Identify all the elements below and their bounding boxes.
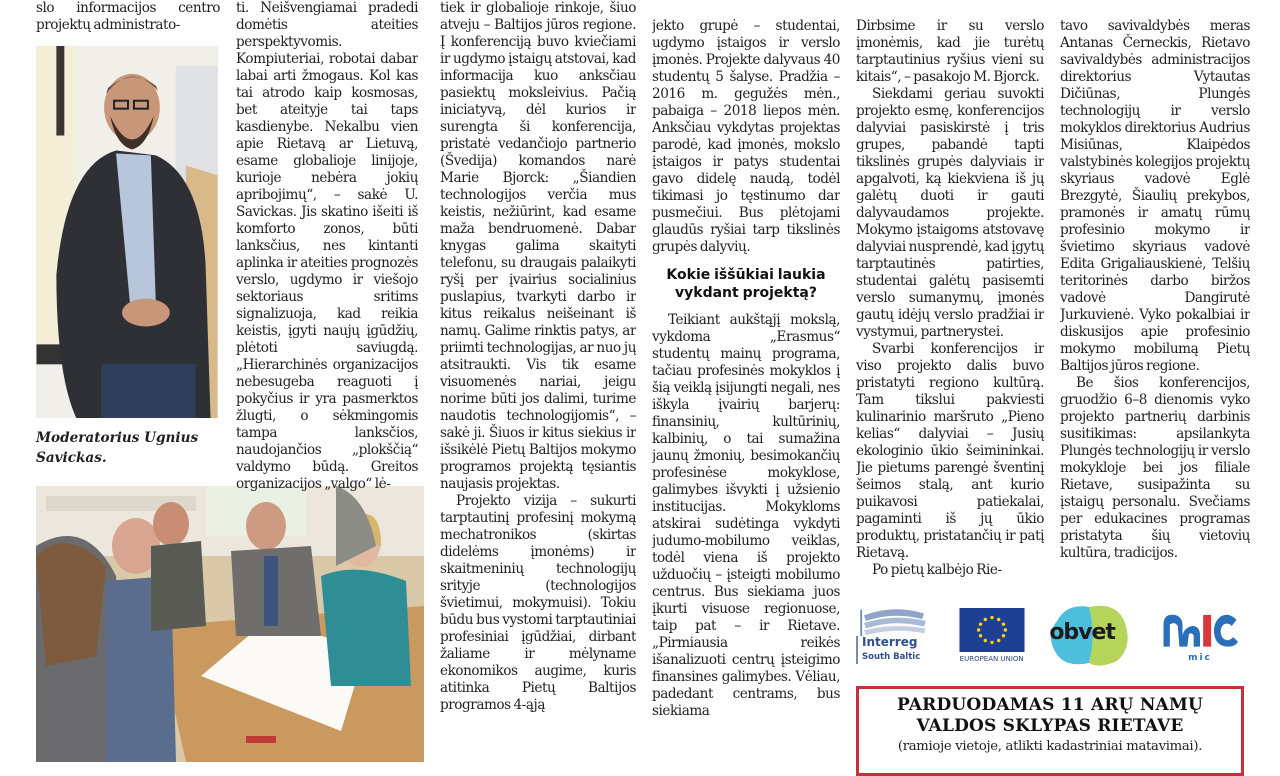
interreg-wordmark: Interreg bbox=[862, 635, 918, 649]
moderator-photo-illustration bbox=[36, 46, 218, 418]
obvet-wordmark: obvet bbox=[1049, 620, 1115, 645]
eu-label: EUROPEAN UNION bbox=[959, 654, 1024, 663]
article-column-5 bbox=[856, 0, 1044, 596]
eu-flag-icon bbox=[958, 608, 1026, 652]
eu-flag-logo bbox=[953, 602, 1031, 668]
article-paragraph: Projekto vizija – sukurti tarptautinį profesinį mokymą mechatronikos (skirtas didelėms įmonėms) ir skaitmeninių technologijų srityje (technologijos švietimui, mokymuisi). Tokiu būdu bus vystomi tarptautiniai profesiniai įgūdžiai, dirbant žaliame ir mėlyname ekonomikos augime, kuris atitinka Pietų Baltijos programos 4-ąją bbox=[440, 493, 636, 713]
mic-shape-icon bbox=[1150, 607, 1250, 653]
article-paragraph: ti. Neišvengiamai pradedi domėtis ateities perspektyvomis. Kompiuteriai, robotai dabar labai arti žmogaus. Kol kas tai atrodo kaip kosmosas, bet ateityje tai taps kasdienybe. Nekalbu vien apie Rietavą ar Lietuvą, esame globalioje linijoje, kurioje nebėra jokių apribojimų“, – sakė U. Savickas. Jis skatino išeiti iš komforto zonos, būti lanksčius, nes kintanti aplinka ir ateities prognozės verslo, ugdymo ir viešojo sektoriaus sritims signalizuoja, kad reikia keistis, įgyti naujų įgūdžių, plėtoti saviugdą. „Hierarchinės organizacijos nebesugeba reaguoti į pokyčius ir yra pasmerktos žlugti, o sėkmingomis tampa lanksčios, naudojančios „plokščią“ valdymo būdą. Greitos organizacijos „valgo“ lė- bbox=[236, 0, 418, 492]
article-paragraph: jekto grupė – studentai, ugdymo įstaigos ir verslo įmonės. Projekte dalyvaus 40 studentų 5 šalyse. Pradžia – 2016 m. gegužės mėn., pabaiga – 2018 liepos mėn. Anksčiau vykdytas projektas parodė, kad įmonės, mokslo įstaigos ir patys studentai gavo didelę naudą, todėl tikimasi jo tęstinumo dar pusmečiui. Bus plėtojami glaudūs ryšiai tarp tikslinės grupės dalyvių. bbox=[652, 18, 840, 255]
article-paragraph: Be šios konferencijos, gruodžio 6–8 dienomis vyko projekto partnerių darbinis susitikimas: apsilankyta Plungės technologijų ir verslo mokykloje bei jos filiale Rietave, susipažinta su įstaigų personalu. Svečiams per edukacines programas pristatyta šių vietovių kultūra, tradicijos. bbox=[1060, 375, 1250, 561]
article-paragraph: Dirbsime ir su verslo įmonėmis, kad jie turėtų tarptautinius ryšius vieni su kitais“, – pasakojo M. Bjorck. bbox=[856, 18, 1044, 85]
ad-headline-line-1: PARDUODAMAS 11 ARŲ NAMŲ bbox=[897, 695, 1203, 715]
article-column-3 bbox=[440, 0, 636, 768]
interreg-subtitle: South Baltic bbox=[862, 652, 921, 662]
article-paragraph: tavo savivaldybės meras Antanas Černeckis, Rietavo savivaldybės administracijos direktorius Vytautas Dičiūnas, Plungės technologijų ir verslo mokyklos direktorius Audrius Misiūnas, Klaipėdos valstybinės kolegijos projektų skyriaus vadovė Eglė Brezgytė, Šiaulių prekybos, pramonės ir amatų rūmų profesinio mokymo ir švietimo skyriaus vadovė Edita Grigaliauskienė, Telšių teritorinės darbo biržos vadovė Dangirutė Jurkuvienė. Vyko pokalbiai ir diskusijos apie profesinio mokymo mobilumą Pietų Baltijos jūros regione. bbox=[1060, 18, 1250, 374]
moderator-photo bbox=[36, 46, 218, 418]
sponsor-logos bbox=[856, 600, 1250, 670]
article-paragraph: Teikiant aukštąjį mokslą, vykdoma „Erasmus“ studentų mainų programa, tačiau profesinės mokyklos į šią veiklą įsijungti negali, nes iškyla įvairių barjerų: finansinių, kultūrinių, kalbinių, o tai sumažina jaunų žmonių, besimokančių profesinėse mokyklose, galimybes išvykti į užsienio institucijas. Mokykloms atskirai sudėtinga vykdyti judumo-mobilumo veiklas, todėl viena iš projekto užduočių – įsteigti mobilumo centrus. Bus siekiama juos įkurti visuose regionuose, taip pat – ir Rietave. „Pirmiausia reikės išanalizuoti centrų įsteigimo finansines galimybes. Vėliau, padedant centrams, bus siekiama bbox=[652, 312, 840, 719]
mic-logo bbox=[1150, 602, 1250, 668]
interreg-logo bbox=[856, 602, 936, 668]
article-paragraph: slo informacijos centro projektų administrato- bbox=[36, 0, 220, 33]
article-paragraph: Siekdami geriau suvokti projekto esmę, konferencijos dalyviai pasiskirstė į tris grupes, pabandė tapti tikslinės grupės dalyviais ir apgalvoti, ką kiekviena iš jų galėtų duoti ir gauti dalyvaudamos projekte. Mokymo įstaigoms atstovavę dalyviai nusprendė, kad įgytų tarptautinės patirties, studentai galėtų pasisemti verslo sumanymų, įmonės gautų idėjų verslo pradžiai ir vystymui, partnerystei. bbox=[856, 86, 1044, 340]
ad-description: (ramioje vietoje, atlikti kadastriniai matavimai). bbox=[897, 739, 1203, 754]
photo-caption: Moderatorius Ugnius Savickas. bbox=[36, 430, 199, 466]
obvet-logo bbox=[1047, 602, 1133, 668]
article-paragraph: tiek ir globalioje rinkoje, šiuo atveju – Baltijos jūros regione. Į konferenciją buvo kviečiami ir ugdymo įstaigų atstovai, kad informacija kuo anksčiau pasiektų moksleivius. Pačią iniciatyvą, dėl kurios ir surengta ši konferencija, pristatė vedančiojo partnerio (Švedija) komandos narė Marie Bjorck: „Šiandien technologijos verčia mus keistis, nežiūrint, kad esame maža bendruomenė. Dabar knygas galima skaityti telefonu, su draugais palaikyti ryšį per įvairius socialinius puslapius, tvarkyti darbo ir kitus reikalus neišeinant iš namų. Galime rinktis patys, ar priimti technologijas, ar nuo jų atsitraukti. Vis tik esame visuomenės nariai, jeigu norime būti jos dalimi, turime naudotis technologijomis“, – sakė ji. Šiuos ir kitus siekius ir išsikėlė Pietų Baltijos mokymo programos projektą tęsiantis naujasis projektas. bbox=[440, 0, 636, 492]
article-column-2 bbox=[236, 0, 418, 768]
section-subheading: Kokie iššūkiai laukia vykdant projektą? bbox=[666, 267, 826, 301]
land-sale-advertisement bbox=[856, 686, 1244, 776]
article-column-1 bbox=[36, 0, 220, 42]
article-column-4 bbox=[652, 0, 840, 768]
article-paragraph: Po pietų kalbėjo Rie- bbox=[872, 562, 1002, 578]
mic-wordmark: mic bbox=[1188, 653, 1212, 663]
interreg-wave-icon bbox=[856, 606, 932, 636]
article-column-6 bbox=[1060, 0, 1250, 596]
article-paragraph: Svarbi konferencijos ir viso projekto dalis buvo pristatyti regiono kultūrą. Tam tikslui pakviesti kulinarinio maršruto „Pieno kelias“ dalyviai – Jusių ekologinio ūkio šeimininkai. Jie pietums parengė šventinį šeimos stalą, ant kurio puikavosi patiekalai, pagaminti iš jų ūkio produktų, pristatančių ir patį Rietavą. bbox=[856, 341, 1044, 561]
ad-headline-line-2: VALDOS SKLYPAS RIETAVE bbox=[916, 716, 1184, 736]
